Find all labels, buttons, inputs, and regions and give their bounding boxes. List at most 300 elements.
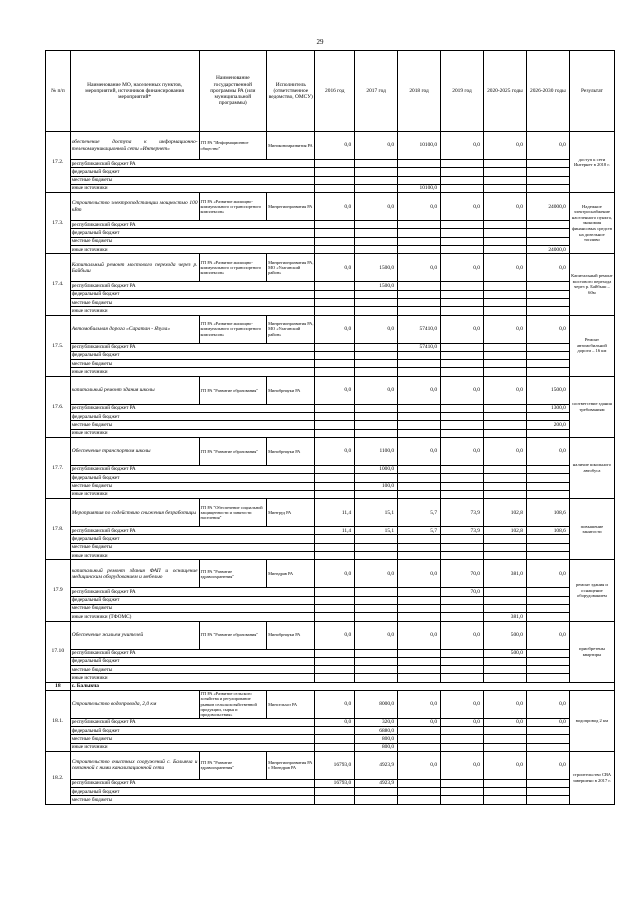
value-cell (526, 613, 569, 621)
funding-source: федеральный бюджет (70, 413, 315, 421)
value-cell (398, 588, 441, 596)
value-cell (355, 229, 398, 237)
source-row (46, 168, 615, 176)
measure-name: Строительство очистных сооружений с. Балыкча и связанной с ними канализационной сети (70, 751, 199, 779)
value-cell (526, 168, 569, 176)
value-cell: 73,9 (441, 499, 484, 527)
program-name: ГП РА "Развитие образования" (199, 376, 267, 404)
funding-source: местные бюджеты (70, 421, 315, 429)
funding-source: местные бюджеты (70, 796, 315, 804)
value-cell (315, 221, 355, 229)
value-cell (526, 343, 569, 351)
value-cell (398, 368, 441, 376)
value-cell (441, 413, 484, 421)
value-cell: 0,0 (398, 376, 441, 404)
result-text: соответствие здания требованиям (569, 376, 614, 437)
value-cell (526, 307, 569, 315)
source-row (46, 282, 615, 290)
value-cell (398, 404, 441, 412)
value-cell (526, 657, 569, 665)
value-cell (483, 779, 526, 787)
value-cell (398, 604, 441, 612)
funding-source: иные источники (70, 674, 315, 682)
source-row (46, 796, 615, 804)
source-row (46, 535, 615, 543)
value-cell (526, 282, 569, 290)
value-cell: 0,0 (441, 376, 484, 404)
result-text: приобретены квартиры (569, 621, 614, 682)
value-cell (441, 351, 484, 359)
source-row (46, 735, 615, 743)
value-cell (315, 351, 355, 359)
source-row (46, 176, 615, 184)
value-cell (526, 674, 569, 682)
value-cell (355, 796, 398, 804)
header-2017: 2017 год (355, 51, 398, 132)
source-row (46, 482, 615, 490)
header-num: № п/п (46, 51, 71, 132)
funding-source: республиканский бюджет РА (70, 343, 315, 351)
value-cell (441, 404, 484, 412)
program-name: ГП РА "Развитие образования" (199, 621, 267, 649)
value-cell (315, 429, 355, 437)
row-number: 17.4. (46, 254, 71, 315)
settlement-row (46, 682, 615, 690)
value-cell (483, 307, 526, 315)
executor-name: Минтруд РА (267, 499, 315, 527)
value-cell (315, 596, 355, 604)
value-cell (315, 290, 355, 298)
value-cell (441, 307, 484, 315)
value-cell (441, 429, 484, 437)
value-cell: 1500,0 (355, 254, 398, 282)
source-row (46, 221, 615, 229)
value-cell (355, 351, 398, 359)
value-cell (315, 298, 355, 306)
value-cell (483, 343, 526, 351)
value-cell (355, 596, 398, 604)
measure-row (46, 621, 615, 649)
funding-source: местные бюджеты (70, 543, 315, 551)
value-cell (398, 552, 441, 560)
value-cell (315, 796, 355, 804)
value-cell (398, 429, 441, 437)
value-cell: 0,0 (355, 132, 398, 160)
value-cell: 0,0 (355, 193, 398, 221)
value-cell (483, 726, 526, 734)
source-row (46, 160, 615, 168)
value-cell: 0,0 (315, 193, 355, 221)
source-row (46, 743, 615, 751)
funding-source: иные источники (70, 429, 315, 437)
value-cell (526, 160, 569, 168)
value-cell (398, 237, 441, 245)
value-cell (355, 588, 398, 596)
source-row (46, 343, 615, 351)
value-cell (315, 421, 355, 429)
value-cell (483, 221, 526, 229)
value-cell (441, 596, 484, 604)
value-cell (441, 657, 484, 665)
value-cell (526, 735, 569, 743)
executor-name: Минобрнауки РА (267, 437, 315, 465)
value-cell: 0,0 (526, 560, 569, 588)
value-cell (355, 160, 398, 168)
value-cell (483, 674, 526, 682)
funding-source: республиканский бюджет РА (70, 465, 315, 473)
value-cell (441, 649, 484, 657)
source-row (46, 788, 615, 796)
value-cell: 500,0 (483, 649, 526, 657)
financing-table (45, 50, 615, 805)
result-text: Капитальный ремонт мостового перехода через р. Байбыш – 60м (569, 254, 614, 315)
measure-name: капитальный ремонт здания школы (70, 376, 199, 404)
result-text: наличие школьного автобуса (569, 437, 614, 498)
value-cell: 0,0 (355, 560, 398, 588)
value-cell (483, 657, 526, 665)
value-cell (483, 351, 526, 359)
value-cell (483, 490, 526, 498)
funding-source: местные бюджеты (70, 176, 315, 184)
value-cell: 0,0 (526, 690, 569, 718)
value-cell (355, 552, 398, 560)
source-row (46, 290, 615, 298)
value-cell: 108,6 (526, 499, 569, 527)
value-cell: 0,0 (398, 437, 441, 465)
source-row (46, 552, 615, 560)
source-row (46, 404, 615, 412)
program-name: ГП РА "Информационное общество" (199, 132, 267, 160)
value-cell (483, 743, 526, 751)
value-cell (355, 360, 398, 368)
value-cell: 16793,0 (315, 751, 355, 779)
value-cell (441, 290, 484, 298)
value-cell: 500,0 (483, 621, 526, 649)
value-cell: 320,0 (355, 718, 398, 726)
value-cell: 0,0 (483, 132, 526, 160)
value-cell (398, 735, 441, 743)
value-cell (398, 726, 441, 734)
value-cell: 0,0 (441, 254, 484, 282)
source-row (46, 421, 615, 429)
source-row (46, 298, 615, 306)
value-cell (315, 588, 355, 596)
funding-source: местные бюджеты (70, 360, 315, 368)
executor-name: Минрегионразвития РА с Минздрав РА (267, 751, 315, 779)
value-cell (483, 368, 526, 376)
value-cell: 0,0 (315, 690, 355, 718)
value-cell (398, 649, 441, 657)
value-cell: 0,0 (315, 718, 355, 726)
value-cell: 0,0 (526, 132, 569, 160)
value-cell (441, 535, 484, 543)
executor-name: Минрегионразвития РА, МО «Улаганский район» (267, 315, 315, 343)
value-cell: 0,0 (483, 690, 526, 718)
value-cell: 8000,0 (355, 690, 398, 718)
value-cell: 0,0 (441, 437, 484, 465)
value-cell (441, 604, 484, 612)
value-cell (355, 237, 398, 245)
value-cell: 0,0 (315, 315, 355, 343)
source-row (46, 527, 615, 535)
value-cell: 0,0 (483, 193, 526, 221)
value-cell (315, 360, 355, 368)
executor-name: Минэкономразвития РА (267, 132, 315, 160)
measure-row (46, 690, 615, 718)
measure-row (46, 315, 615, 343)
value-cell: 108,6 (526, 527, 569, 535)
source-row (46, 429, 615, 437)
value-cell (398, 168, 441, 176)
value-cell (315, 404, 355, 412)
value-cell (315, 788, 355, 796)
row-number: 18 (46, 682, 71, 690)
row-number: 17.9 (46, 560, 71, 621)
measure-row (46, 499, 615, 527)
value-cell (398, 613, 441, 621)
value-cell (483, 429, 526, 437)
value-cell: 4923,9 (355, 751, 398, 779)
value-cell (441, 160, 484, 168)
measure-row (46, 751, 615, 779)
funding-source: иные источники (70, 368, 315, 376)
value-cell (355, 535, 398, 543)
value-cell: 0,0 (315, 254, 355, 282)
row-number: 17.7. (46, 437, 71, 498)
header-program: Наименование государственной программы РА (или муниципальной программы) (199, 51, 267, 132)
value-cell (315, 649, 355, 657)
value-cell (398, 160, 441, 168)
funding-source: иные источники (70, 246, 315, 254)
value-cell (441, 666, 484, 674)
program-name: ГП РА "Развитие здравоохранения" (199, 560, 267, 588)
value-cell (483, 735, 526, 743)
value-cell (526, 552, 569, 560)
source-row (46, 604, 615, 612)
value-cell (398, 290, 441, 298)
executor-name: Минрегионразвития РА, МО «Улаганский район» (267, 254, 315, 282)
measure-row (46, 193, 615, 221)
source-row (46, 474, 615, 482)
value-cell: 0,0 (398, 718, 441, 726)
value-cell: 0,0 (441, 315, 484, 343)
value-cell (315, 490, 355, 498)
value-cell (483, 176, 526, 184)
value-cell (526, 290, 569, 298)
value-cell (355, 290, 398, 298)
value-cell (483, 543, 526, 551)
value-cell: 100,0 (355, 482, 398, 490)
value-cell (398, 465, 441, 473)
value-cell: 800,0 (355, 735, 398, 743)
value-cell: 1000,0 (355, 465, 398, 473)
source-row (46, 588, 615, 596)
funding-source: иные источники (70, 307, 315, 315)
value-cell (398, 413, 441, 421)
value-cell (526, 237, 569, 245)
value-cell: 6880,0 (355, 726, 398, 734)
value-cell (315, 666, 355, 674)
source-row (46, 237, 615, 245)
value-cell (441, 788, 484, 796)
source-row (46, 184, 615, 192)
value-cell (483, 404, 526, 412)
value-cell: 0,0 (315, 132, 355, 160)
value-cell (315, 535, 355, 543)
value-cell (355, 613, 398, 621)
value-cell (398, 474, 441, 482)
funding-source: республиканский бюджет РА (70, 718, 315, 726)
source-row (46, 666, 615, 674)
funding-source: федеральный бюджет (70, 351, 315, 359)
value-cell: 0,0 (441, 132, 484, 160)
value-cell (483, 535, 526, 543)
value-cell (355, 543, 398, 551)
funding-source: федеральный бюджет (70, 726, 315, 734)
source-row (46, 543, 615, 551)
value-cell: 0,0 (398, 254, 441, 282)
value-cell (483, 160, 526, 168)
value-cell: 0,0 (526, 621, 569, 649)
value-cell (526, 413, 569, 421)
header-result: Результат (569, 51, 614, 132)
row-number: 17.6. (46, 376, 71, 437)
value-cell (398, 298, 441, 306)
value-cell (315, 613, 355, 621)
header-row (46, 51, 615, 132)
value-cell (441, 743, 484, 751)
value-cell (526, 351, 569, 359)
value-cell: 0,0 (355, 621, 398, 649)
value-cell (315, 743, 355, 751)
value-cell (355, 490, 398, 498)
value-cell (398, 221, 441, 229)
executor-name: Минсельхоз РА (267, 690, 315, 718)
funding-source: иные источники (70, 552, 315, 560)
value-cell (441, 360, 484, 368)
funding-source: местные бюджеты (70, 298, 315, 306)
value-cell (441, 237, 484, 245)
value-cell (483, 421, 526, 429)
source-row (46, 613, 615, 621)
measure-name: Обеспечение транспортом школы (70, 437, 199, 465)
value-cell: 0,0 (483, 254, 526, 282)
funding-source: федеральный бюджет (70, 788, 315, 796)
program-name: ГП РА "Развитие образования" (199, 437, 267, 465)
funding-source: местные бюджеты (70, 482, 315, 490)
value-cell: 0,0 (441, 751, 484, 779)
measure-name: капитальный ремонт здания ФАП и оснащение медицинским оборудованием и мебелью (70, 560, 199, 588)
source-row (46, 649, 615, 657)
measure-row (46, 254, 615, 282)
value-cell (526, 429, 569, 437)
value-cell (441, 726, 484, 734)
source-row (46, 726, 615, 734)
value-cell: 0,0 (315, 376, 355, 404)
value-cell: 1100,0 (355, 437, 398, 465)
source-row (46, 246, 615, 254)
value-cell (526, 796, 569, 804)
result-text: доступ к сети Интернет в 2018 г. (569, 132, 614, 193)
value-cell (526, 596, 569, 604)
header-2016: 2016 год (315, 51, 355, 132)
value-cell: 0,0 (441, 690, 484, 718)
value-cell (441, 298, 484, 306)
measure-row (46, 437, 615, 465)
value-cell: 0,0 (483, 437, 526, 465)
value-cell (483, 168, 526, 176)
value-cell: 57410,0 (398, 343, 441, 351)
value-cell: 0,0 (398, 621, 441, 649)
value-cell: 0,0 (398, 560, 441, 588)
value-cell (398, 490, 441, 498)
value-cell (315, 465, 355, 473)
value-cell (315, 229, 355, 237)
program-name: ГП РА «Развитие жилищно-коммунального и транспортного комплексов» (199, 315, 267, 343)
header-2026-2030: 2026-2030 годы (526, 51, 569, 132)
value-cell (315, 184, 355, 192)
value-cell (483, 290, 526, 298)
result-text: Надежное электроснабжение населенного пункта, экономия финансовых средств на дизельное топливо (569, 193, 614, 254)
value-cell (483, 596, 526, 604)
value-cell: 0,0 (483, 315, 526, 343)
value-cell (355, 298, 398, 306)
executor-name: Минрегионразвития РА (267, 193, 315, 221)
value-cell (441, 552, 484, 560)
value-cell (526, 604, 569, 612)
settlement-name: с. Балыкча (70, 682, 614, 690)
value-cell (526, 298, 569, 306)
funding-source: республиканский бюджет РА (70, 588, 315, 596)
header-2018: 2018 год (398, 51, 441, 132)
source-row (46, 596, 615, 604)
measure-name: Обеспечение жильем учителей (70, 621, 199, 649)
source-row (46, 307, 615, 315)
value-cell (526, 588, 569, 596)
measure-row (46, 132, 615, 160)
header-name: Наименование МО, населенных пунктов, мероприятий, источников финансирования мероприятий* (70, 51, 199, 132)
value-cell: 5,7 (398, 499, 441, 527)
value-cell: 381,0 (483, 613, 526, 621)
program-name: ГП РА "Развитие здравоохранения" (199, 751, 267, 779)
value-cell (398, 351, 441, 359)
value-cell (398, 229, 441, 237)
value-cell (355, 666, 398, 674)
value-cell (315, 735, 355, 743)
funding-source: республиканский бюджет РА (70, 527, 315, 535)
row-number: 18.2. (46, 751, 71, 804)
source-row (46, 718, 615, 726)
measure-row (46, 376, 615, 404)
value-cell (355, 788, 398, 796)
value-cell: 0,0 (315, 437, 355, 465)
value-cell: 70,0 (441, 560, 484, 588)
value-cell (355, 221, 398, 229)
source-row (46, 360, 615, 368)
funding-source: федеральный бюджет (70, 596, 315, 604)
value-cell (526, 779, 569, 787)
row-number: 17.8. (46, 499, 71, 560)
value-cell (355, 429, 398, 437)
value-cell: 24000,0 (526, 193, 569, 221)
funding-source: федеральный бюджет (70, 290, 315, 298)
value-cell (355, 176, 398, 184)
funding-source: иные источники (70, 184, 315, 192)
value-cell: 0,0 (398, 193, 441, 221)
funding-source: местные бюджеты (70, 666, 315, 674)
value-cell (441, 613, 484, 621)
value-cell (483, 465, 526, 473)
